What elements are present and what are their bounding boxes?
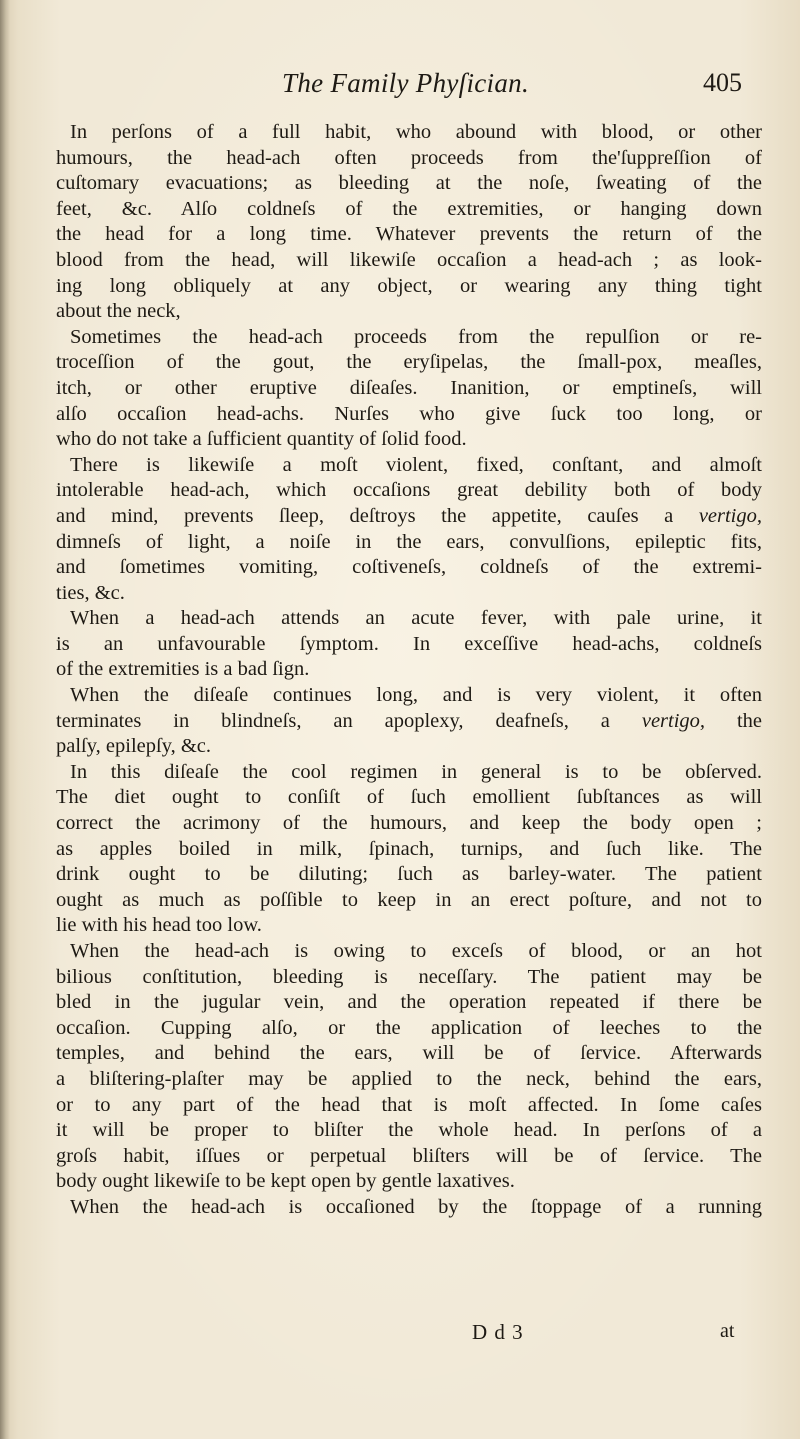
text-line: When the head-ach is owing to exceſs of blood, or an hot — [70, 940, 762, 962]
signature-mark: D d 3 — [472, 1320, 524, 1344]
text-line: correct the acrimony of the humours, and keep the body open ; — [56, 812, 762, 835]
text-segment: the — [736, 709, 763, 732]
text-line: as apples boiled in milk, ſpinach, turnips, and ſuch like. The — [56, 837, 762, 860]
text-line: a bliſtering-plaſter may be applied to the neck, behind the ears, — [56, 1067, 762, 1090]
binding-gutter-shadow — [0, 0, 10, 1439]
text-line: blood from the head, will likewiſe occaſion a head-ach ; as look- — [56, 248, 762, 271]
text-line: drink ought to be diluting; ſuch as barley-water. The patient — [56, 863, 762, 886]
text-line: humours, the head-ach often proceeds from the'ſuppreſſion of — [56, 146, 762, 169]
text-line: feet, &c. Alſo coldneſs of the extremities, or hanging down — [56, 197, 762, 220]
text-line: In perſons of a full habit, who abound with blood, or other — [70, 121, 762, 143]
text-line: body ought likewiſe to be kept open by gentle laxatives. — [56, 1170, 515, 1193]
text-line: and ſometimes vomiting, coſtiveneſs, coldneſs of the extremi- — [56, 556, 762, 579]
text-line: Sometimes the head-ach proceeds from the repulſion or re- — [70, 325, 762, 348]
text-line — [56, 504, 762, 530]
page-number: 405 — [703, 68, 742, 97]
text-line: The diet ought to conſiſt of ſuch emollient ſubſtances as will — [56, 786, 762, 809]
italic-term: vertigo, — [698, 504, 763, 527]
text-line: There is likewiſe a moſt violent, fixed, conſtant, and almoſt — [70, 453, 762, 476]
body-text — [56, 120, 762, 1221]
text-line: alſo occaſion head-achs. Nurſes who give ſuck too long, or — [56, 402, 762, 425]
text-line: In this diſeaſe the cool regimen in general is to be obſerved. — [70, 760, 762, 783]
text-line: lie with his head too low. — [56, 914, 262, 937]
text-line: ties, &c. — [56, 581, 125, 604]
text-line: groſs habit, iſſues or perpetual bliſters will be of ſervice. The — [56, 1144, 762, 1167]
text-line: ought as much as poſſible to keep in an erect poſture, and not to — [56, 888, 762, 911]
text-line: ing long obliquely at any object, or wearing any thing tight — [56, 274, 762, 297]
text-line: it will be proper to bliſter the whole head. In perſons of a — [56, 1119, 762, 1142]
text-line: When the head-ach is occaſioned by the ſtoppage of a running — [70, 1195, 762, 1218]
text-line: palſy, epilepſy, &c. — [56, 735, 212, 758]
text-line: itch, or other eruptive diſeaſes. Inanition, or emptineſs, will — [56, 376, 762, 399]
text-line: bled in the jugular vein, and the operation repeated if there be — [56, 991, 762, 1014]
text-line: When the diſeaſe continues long, and is very violent, it often — [70, 684, 762, 707]
text-line — [56, 709, 762, 735]
text-line: about the neck, — [56, 300, 181, 323]
text-line: troceſſion of the gout, the eryſipelas, the ſmall-pox, meaſles, — [56, 351, 762, 374]
running-title: The Family Phyſician. — [282, 68, 529, 98]
text-line: bilious conſtitution, bleeding is neceſſary. The patient may be — [56, 965, 762, 988]
text-line: cuſtomary evacuations; as bleeding at the noſe, ſweating of the — [56, 172, 762, 195]
italic-term: vertigo, — [641, 709, 706, 732]
text-segment: terminates in blindneſs, an apoplexy, deafneſs, a — [56, 709, 610, 732]
text-line: intolerable head-ach, which occaſions great debility both of body — [56, 479, 762, 502]
text-line: temples, and behind the ears, will be of ſervice. Afterwards — [56, 1042, 762, 1065]
text-line: the head for a long time. Whatever prevents the return of the — [56, 223, 762, 246]
catchword: at — [720, 1320, 735, 1342]
text-segment: and mind, prevents ſleep, deſtroys the appetite, cauſes a — [56, 504, 674, 527]
text-line: When a head-ach attends an acute fever, with pale urine, it — [70, 607, 762, 630]
text-line: of the extremities is a bad ſign. — [56, 658, 310, 681]
text-line: who do not take a ſufficient quantity of ſolid food. — [56, 428, 467, 451]
text-line: dimneſs of light, a noiſe in the ears, convulſions, epileptic fits, — [56, 530, 762, 553]
text-line: occaſion. Cupping alſo, or the application of leeches to the — [56, 1016, 762, 1039]
text-line: or to any part of the head that is moſt affected. In ſome caſes — [56, 1093, 762, 1116]
running-head — [0, 68, 800, 108]
text-line: is an unfavourable ſymptom. In exceſſive head-achs, coldneſs — [56, 632, 762, 655]
